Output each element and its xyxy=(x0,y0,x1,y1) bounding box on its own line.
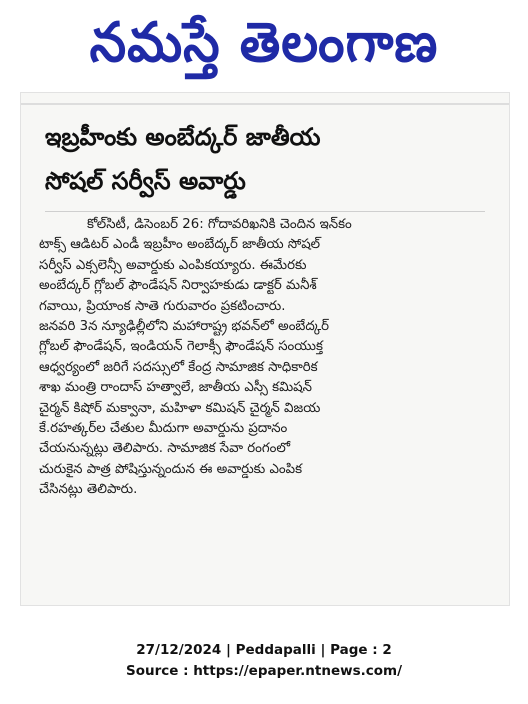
article-line: అంబేద్కర్ గ్లోబల్ ఫౌండేషన్ నిర్వాహకుడు డాక్టర్ మనీశ్ xyxy=(39,278,317,294)
article-line: శాఖ మంత్రి రాందాస్ హత్వాలే, జాతీయ ఎస్సీ కమిషన్ xyxy=(39,380,312,396)
headline-divider xyxy=(45,211,485,212)
article-line: గవాయి, ప్రియాంక సాతె గురువారం ప్రకటించారు. xyxy=(39,298,286,314)
clipping-top-divider xyxy=(21,103,509,105)
article-line: కే.రహత్కర్‌ల చేతుల మీదుగా అవార్డును ప్రదానం xyxy=(39,421,288,437)
masthead xyxy=(0,0,528,86)
publication-date-line: 27/12/2024 | Peddapalli | Page : 2 xyxy=(136,642,392,658)
newspaper-logo: నమస్తే తెలంగాణ xyxy=(89,11,439,75)
clipping-footer xyxy=(0,640,528,682)
article-line: కోల్‌సిటీ, డిసెంబర్ 26: గోదావరిఖనికి చెందిన ఇన్‌కం xyxy=(87,217,352,232)
article-line: చేసినట్లు తెలిపారు. xyxy=(39,482,138,498)
article-line: టాక్స్ ఆడిటర్ ఎండీ ఇబ్రహీం అంబేద్కర్ జాతీయ సోషల్ xyxy=(39,237,321,253)
article-headline xyxy=(45,115,485,203)
headline-line-2: సోషల్ సర్వీస్ అవార్డు xyxy=(45,167,246,195)
news-clipping xyxy=(20,92,510,606)
article-line: ఆధ్వర్యంలో జరిగే సదస్సులో కేంద్ర సామాజిక సాధికారిక xyxy=(39,359,318,375)
headline-line-1: ఇబ్రహీంకు అంబేద్కర్ జాతీయ xyxy=(45,123,321,151)
article-line: గ్లోబల్ ఫౌండేషన్, ఇండియన్ గెలాక్సీ ఫౌండేషన్ సంయుక్త xyxy=(39,339,323,355)
article-line: జనవరి 3న న్యూఢిల్లీలోని మహారాష్ట్ర భవన్‌లో అంబేద్కర్ xyxy=(39,319,330,335)
article-line: చురుకైన పాత్ర పోషిస్తున్నందున ఈ అవార్డుకు ఎంపిక xyxy=(39,461,303,477)
source-line: Source : https://epaper.ntnews.com/ xyxy=(125,663,403,679)
article-line: సర్వీస్ ఎక్సలెన్సీ అవార్డుకు ఎంపికయ్యారు. ఈమేరకు xyxy=(39,257,307,273)
article-line: చైర్మన్ కిషోర్ మక్వానా, మహిళా కమిషన్ చైర్మన్ విజయ xyxy=(39,400,321,416)
article-body xyxy=(39,215,495,501)
article-line: చేయనున్నట్లు తెలిపారు. సామాజిక సేవా రంగంలో xyxy=(39,441,291,457)
